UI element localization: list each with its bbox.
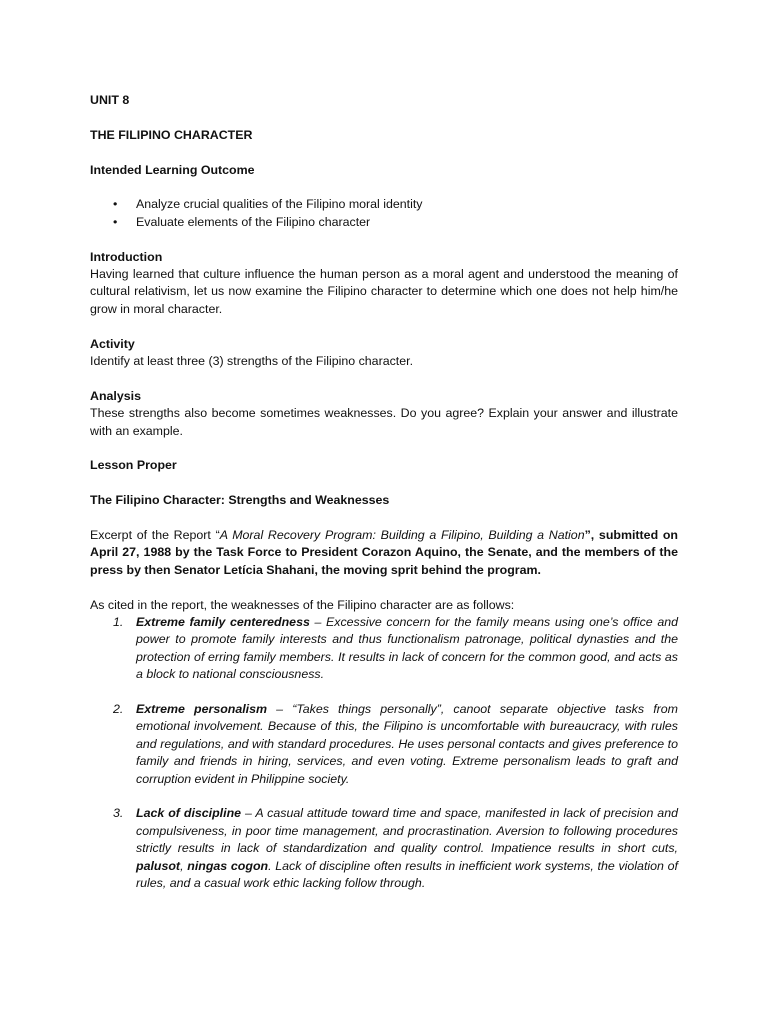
item-number: 2. bbox=[113, 702, 124, 717]
analysis-heading: Analysis bbox=[90, 388, 141, 403]
section-heading: The Filipino Character: Strengths and Weaknesses bbox=[90, 493, 390, 508]
weakness-term: Lack of discipline bbox=[136, 806, 242, 821]
unit-label: UNIT 8 bbox=[90, 93, 130, 107]
introduction-heading: Introduction bbox=[90, 249, 163, 264]
weaknesses-intro: As cited in the report, the weaknesses of the Filipino character are as follows: bbox=[90, 597, 515, 612]
ilo-item-text: Evaluate elements of the Filipino character bbox=[136, 214, 371, 229]
ilo-item-text: Analyze crucial qualities of the Filipino moral identity bbox=[136, 197, 423, 212]
weakness-text: – Excessive concern for the family means using one’s office and power to promote family interests and thus functionalism patronage, political dynasties and the protection of erring family members. It results in lack of concern for the common good, and acts as a block to national consciousness. bbox=[136, 615, 678, 682]
list-item bbox=[90, 614, 678, 684]
ilo-list bbox=[90, 196, 678, 231]
item-number: 1. bbox=[113, 615, 124, 630]
weakness-text: . Lack of discipline often results in inefficient work systems, the violation of rules, and a casual work ethic lacking follow through. bbox=[136, 858, 678, 891]
weakness-keyword: ningas cogon bbox=[187, 858, 269, 873]
bullet-icon: • bbox=[113, 197, 118, 212]
weakness-text: – “Takes things personally”, canoot separate objective tasks from emotional involvement. Because of this, the Filipino is uncomfortable with bureaucracy, with rules and regulations, and with standard procedures. He uses personal contacts and gives preference to family and friends in hiring, services, and even voting. Extreme personalism leads to graft and corruption evident in Philippine society. bbox=[136, 702, 678, 786]
ilo-heading: Intended Learning Outcome bbox=[90, 162, 255, 177]
weakness-separator: , bbox=[180, 858, 188, 873]
list-item bbox=[90, 214, 678, 231]
weakness-keyword: palusot bbox=[136, 858, 181, 873]
activity-heading: Activity bbox=[90, 336, 135, 351]
list-item bbox=[90, 196, 678, 213]
activity-text: Identify at least three (3) strengths of the Filipino character. bbox=[90, 354, 414, 369]
excerpt-pre: Excerpt of the Report “ bbox=[90, 528, 220, 543]
page-title: THE FILIPINO CHARACTER bbox=[90, 127, 253, 142]
introduction-text: Having learned that culture influence the human person as a moral agent and understood the meaning of cultural relativism, let us now examine the Filipino character to determine which one does not help him/he grow in moral character. bbox=[90, 267, 678, 316]
excerpt-post: ”, submitted on April 27, 1988 by the Task Force to President Corazon Aquino, the Senate, and the members of the press by then Senator Letícia Shahani, the moving sprit behind the program. bbox=[90, 528, 678, 577]
bullet-icon: • bbox=[113, 214, 118, 229]
excerpt-paragraph bbox=[90, 527, 678, 579]
lesson-heading: Lesson Proper bbox=[90, 458, 177, 473]
weakness-term: Extreme family centeredness bbox=[136, 615, 310, 630]
weakness-text: – A casual attitude toward time and space, manifested in lack of precision and compulsiveness, in poor time management, and procrastination. Aversion to following procedures strictly results in lack of standardization and quality control. Impatience results in short cuts, bbox=[136, 806, 678, 856]
report-title: A Moral Recovery Program: Building a Filipino, Building a Nation bbox=[219, 528, 585, 543]
weakness-term: Extreme personalism bbox=[136, 702, 268, 717]
list-item bbox=[90, 701, 678, 788]
analysis-text: These strengths also become sometimes weaknesses. Do you agree? Explain your answer and illustrate with an example. bbox=[90, 406, 678, 438]
weaknesses-list bbox=[90, 614, 678, 892]
list-item bbox=[90, 805, 678, 892]
item-number: 3. bbox=[113, 806, 124, 821]
